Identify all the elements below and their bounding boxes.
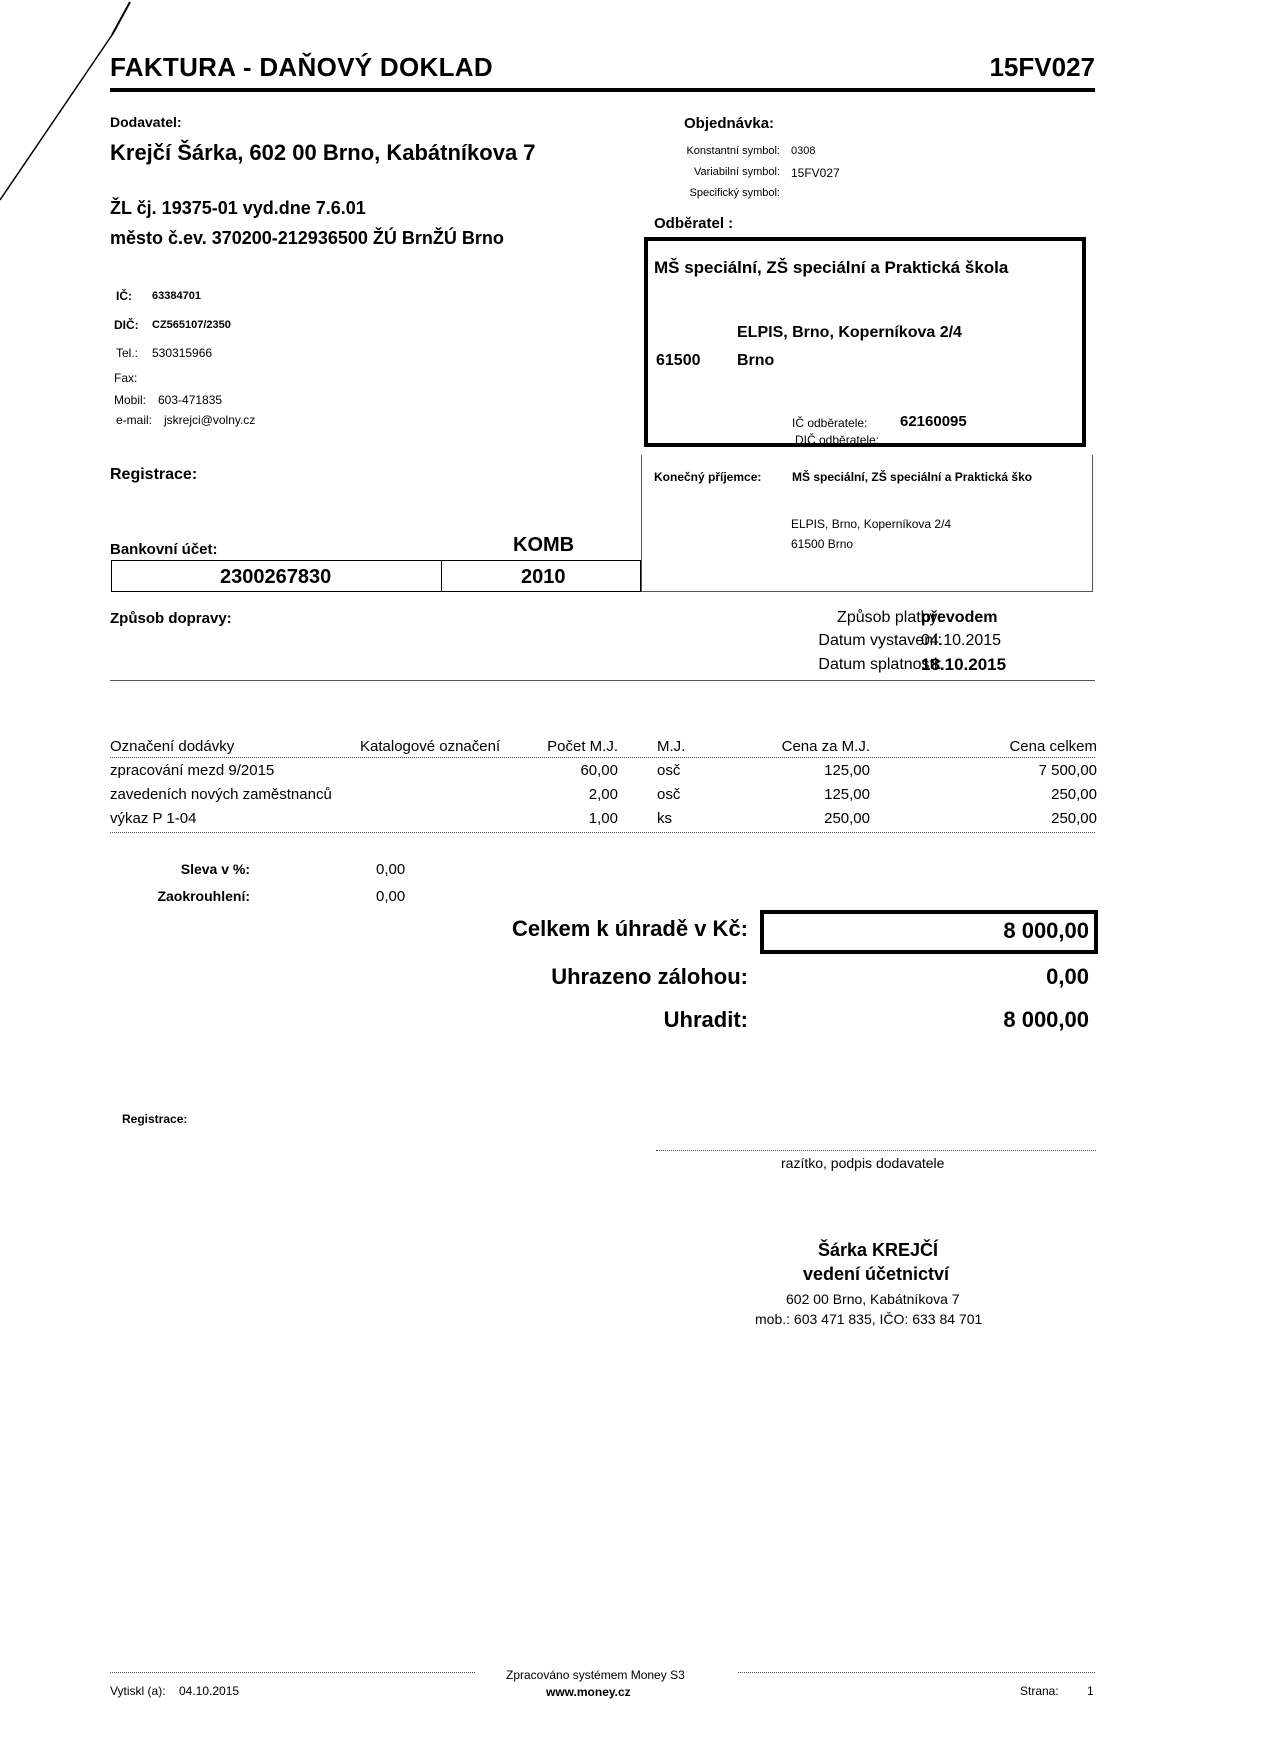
stamp-name: Šárka KREJČÍ [818, 1240, 939, 1260]
due-date: 18.10.2015 [921, 655, 1007, 674]
advance-value: 0,00 [1046, 964, 1089, 989]
scan-corner-mark [0, 0, 160, 220]
total-label: Celkem k úhradě v Kč: [512, 916, 748, 941]
footer-printed-date: 04.10.2015 [179, 1684, 240, 1698]
final-recipient-name: MŠ speciální, ZŠ speciální a Praktická ško [792, 470, 1033, 484]
invoice-title: FAKTURA - DAŇOVÝ DOKLAD [110, 52, 493, 82]
var-label: Variabilní symbol: [694, 166, 780, 178]
signature-caption: razítko, podpis dodavatele [781, 1155, 945, 1171]
final-recipient-zipcity: 61500 Brno [791, 537, 854, 551]
transport-label: Způsob dopravy: [110, 610, 232, 627]
supplier-mobil: 603-471835 [158, 393, 223, 407]
stamp-subtitle: vedení účetnictví [803, 1264, 950, 1284]
supplier-fax-label: Fax: [114, 371, 138, 385]
customer-street: ELPIS, Brno, Koperníkova 2/4 [737, 324, 962, 341]
order-label: Objednávka: [684, 115, 775, 132]
invoice-number: 15FV027 [989, 52, 1095, 82]
bank-account: 2300267830 [220, 566, 332, 588]
discount-value: 0,00 [376, 861, 406, 878]
supplier-ic-label: IČ: [116, 289, 132, 303]
footer-rule-right [738, 1672, 1095, 1673]
supplier-email: jskrejci@volny.cz [164, 413, 256, 427]
footer-page-label: Strana: [1020, 1684, 1059, 1698]
row-unit: ks [657, 810, 672, 827]
due-value: 8 000,00 [1003, 1007, 1089, 1032]
customer-label: Odběratel : [654, 215, 734, 232]
col-header-item: Označení dodávky [110, 738, 235, 755]
col-header-unit: M.J. [657, 738, 686, 755]
due-date-label: Datum splatnosti: [818, 656, 942, 673]
supplier-mobil-label: Mobil: [114, 393, 147, 407]
final-recipient-left-border [641, 455, 642, 592]
row-qty: 1,00 [588, 810, 618, 827]
col-header-qty: Počet M.J. [547, 738, 618, 755]
row-unit: osč [657, 786, 681, 803]
table-footer-rule [110, 832, 1095, 833]
row-unit-price: 125,00 [824, 786, 870, 803]
rounding-value: 0,00 [376, 888, 406, 905]
row-item: výkaz P 1-04 [110, 810, 197, 827]
header-rule [110, 88, 1095, 92]
advance-label: Uhrazeno zálohou: [551, 964, 748, 989]
row-qty: 60,00 [580, 762, 618, 779]
row-item: zpracování mezd 9/2015 [110, 762, 275, 779]
customer-ic: 62160095 [900, 413, 967, 430]
stamp-contact: mob.: 603 471 835, IČO: 633 84 701 [755, 1311, 983, 1327]
discount-label: Sleva v %: [180, 861, 250, 877]
col-header-unit-price: Cena za M.J. [781, 738, 870, 755]
supplier-registrace-label: Registrace: [110, 466, 198, 483]
issue-date-label: Datum vystavení: [818, 632, 942, 649]
stamp-address: 602 00 Brno, Kabátníkova 7 [786, 1291, 960, 1307]
row-unit-price: 125,00 [824, 762, 870, 779]
bank-code: 2010 [521, 566, 566, 588]
supplier-ic: 63384701 [152, 290, 201, 302]
row-total: 7 500,00 [1038, 762, 1097, 779]
bottom-registrace-label: Registrace: [122, 1112, 188, 1126]
signature-line [656, 1150, 1096, 1151]
final-recipient-label: Konečný příjemce: [654, 470, 762, 484]
due-label: Uhradit: [663, 1007, 748, 1032]
footer-page-number: 1 [1087, 1684, 1094, 1698]
total-value: 8 000,00 [1003, 918, 1089, 943]
supplier-dic-label: DIČ: [114, 318, 139, 332]
supplier-tel-label: Tel.: [116, 346, 139, 360]
konst-value: 0308 [791, 145, 816, 157]
supplier-dic: CZ565107/2350 [152, 319, 231, 331]
customer-zip: 61500 [656, 352, 701, 369]
bank-box-divider [441, 560, 442, 592]
row-total: 250,00 [1051, 786, 1097, 803]
footer-processed: Zpracováno systémem Money S3 [506, 1668, 685, 1682]
table-header-rule [110, 757, 1095, 758]
customer-dic-label: DIČ odběratele: [795, 433, 880, 447]
footer-rule-left [110, 1672, 475, 1673]
row-unit: osč [657, 762, 681, 779]
final-recipient-street: ELPIS, Brno, Koperníkova 2/4 [791, 517, 952, 531]
payment-method-label: Způsob platby: [837, 609, 942, 626]
var-value: 15FV027 [791, 166, 840, 180]
payment-method: převodem [921, 609, 998, 626]
row-qty: 2,00 [588, 786, 618, 803]
row-total: 250,00 [1051, 810, 1097, 827]
col-header-catalog: Katalogové označení [360, 738, 501, 755]
footer-printed-label: Vytiskl (a): [110, 1684, 166, 1698]
supplier-zl: ŽL čj. 19375-01 vyd.dne 7.6.01 [110, 198, 366, 218]
supplier-city: město č.ev. 370200-212936500 ŽÚ BrnŽÚ Brno [110, 228, 504, 248]
row-item: zavedeních nových zaměstnanců [110, 786, 332, 803]
supplier-tel: 530315966 [152, 346, 213, 360]
supplier-label: Dodavatel: [110, 114, 182, 130]
customer-city: Brno [737, 352, 775, 369]
bank-code-label: KOMB [513, 534, 575, 556]
supplier-email-label: e-mail: [116, 413, 153, 427]
customer-name: MŠ speciální, ZŠ speciální a Praktická škola [654, 258, 1009, 277]
payment-rule [110, 680, 1095, 681]
row-unit-price: 250,00 [824, 810, 870, 827]
rounding-label: Zaokrouhlení: [157, 888, 250, 904]
footer-website: www.money.cz [546, 1685, 631, 1699]
spec-label: Specifický symbol: [689, 187, 780, 199]
col-header-total: Cena celkem [1009, 738, 1097, 755]
customer-ic-label: IČ odběratele: [792, 416, 868, 430]
bank-label: Bankovní účet: [110, 541, 218, 558]
supplier-name: Krejčí Šárka, 602 00 Brno, Kabátníkova 7 [110, 140, 536, 165]
konst-label: Konstantní symbol: [686, 145, 780, 157]
issue-date: 04.10.2015 [921, 632, 1002, 649]
